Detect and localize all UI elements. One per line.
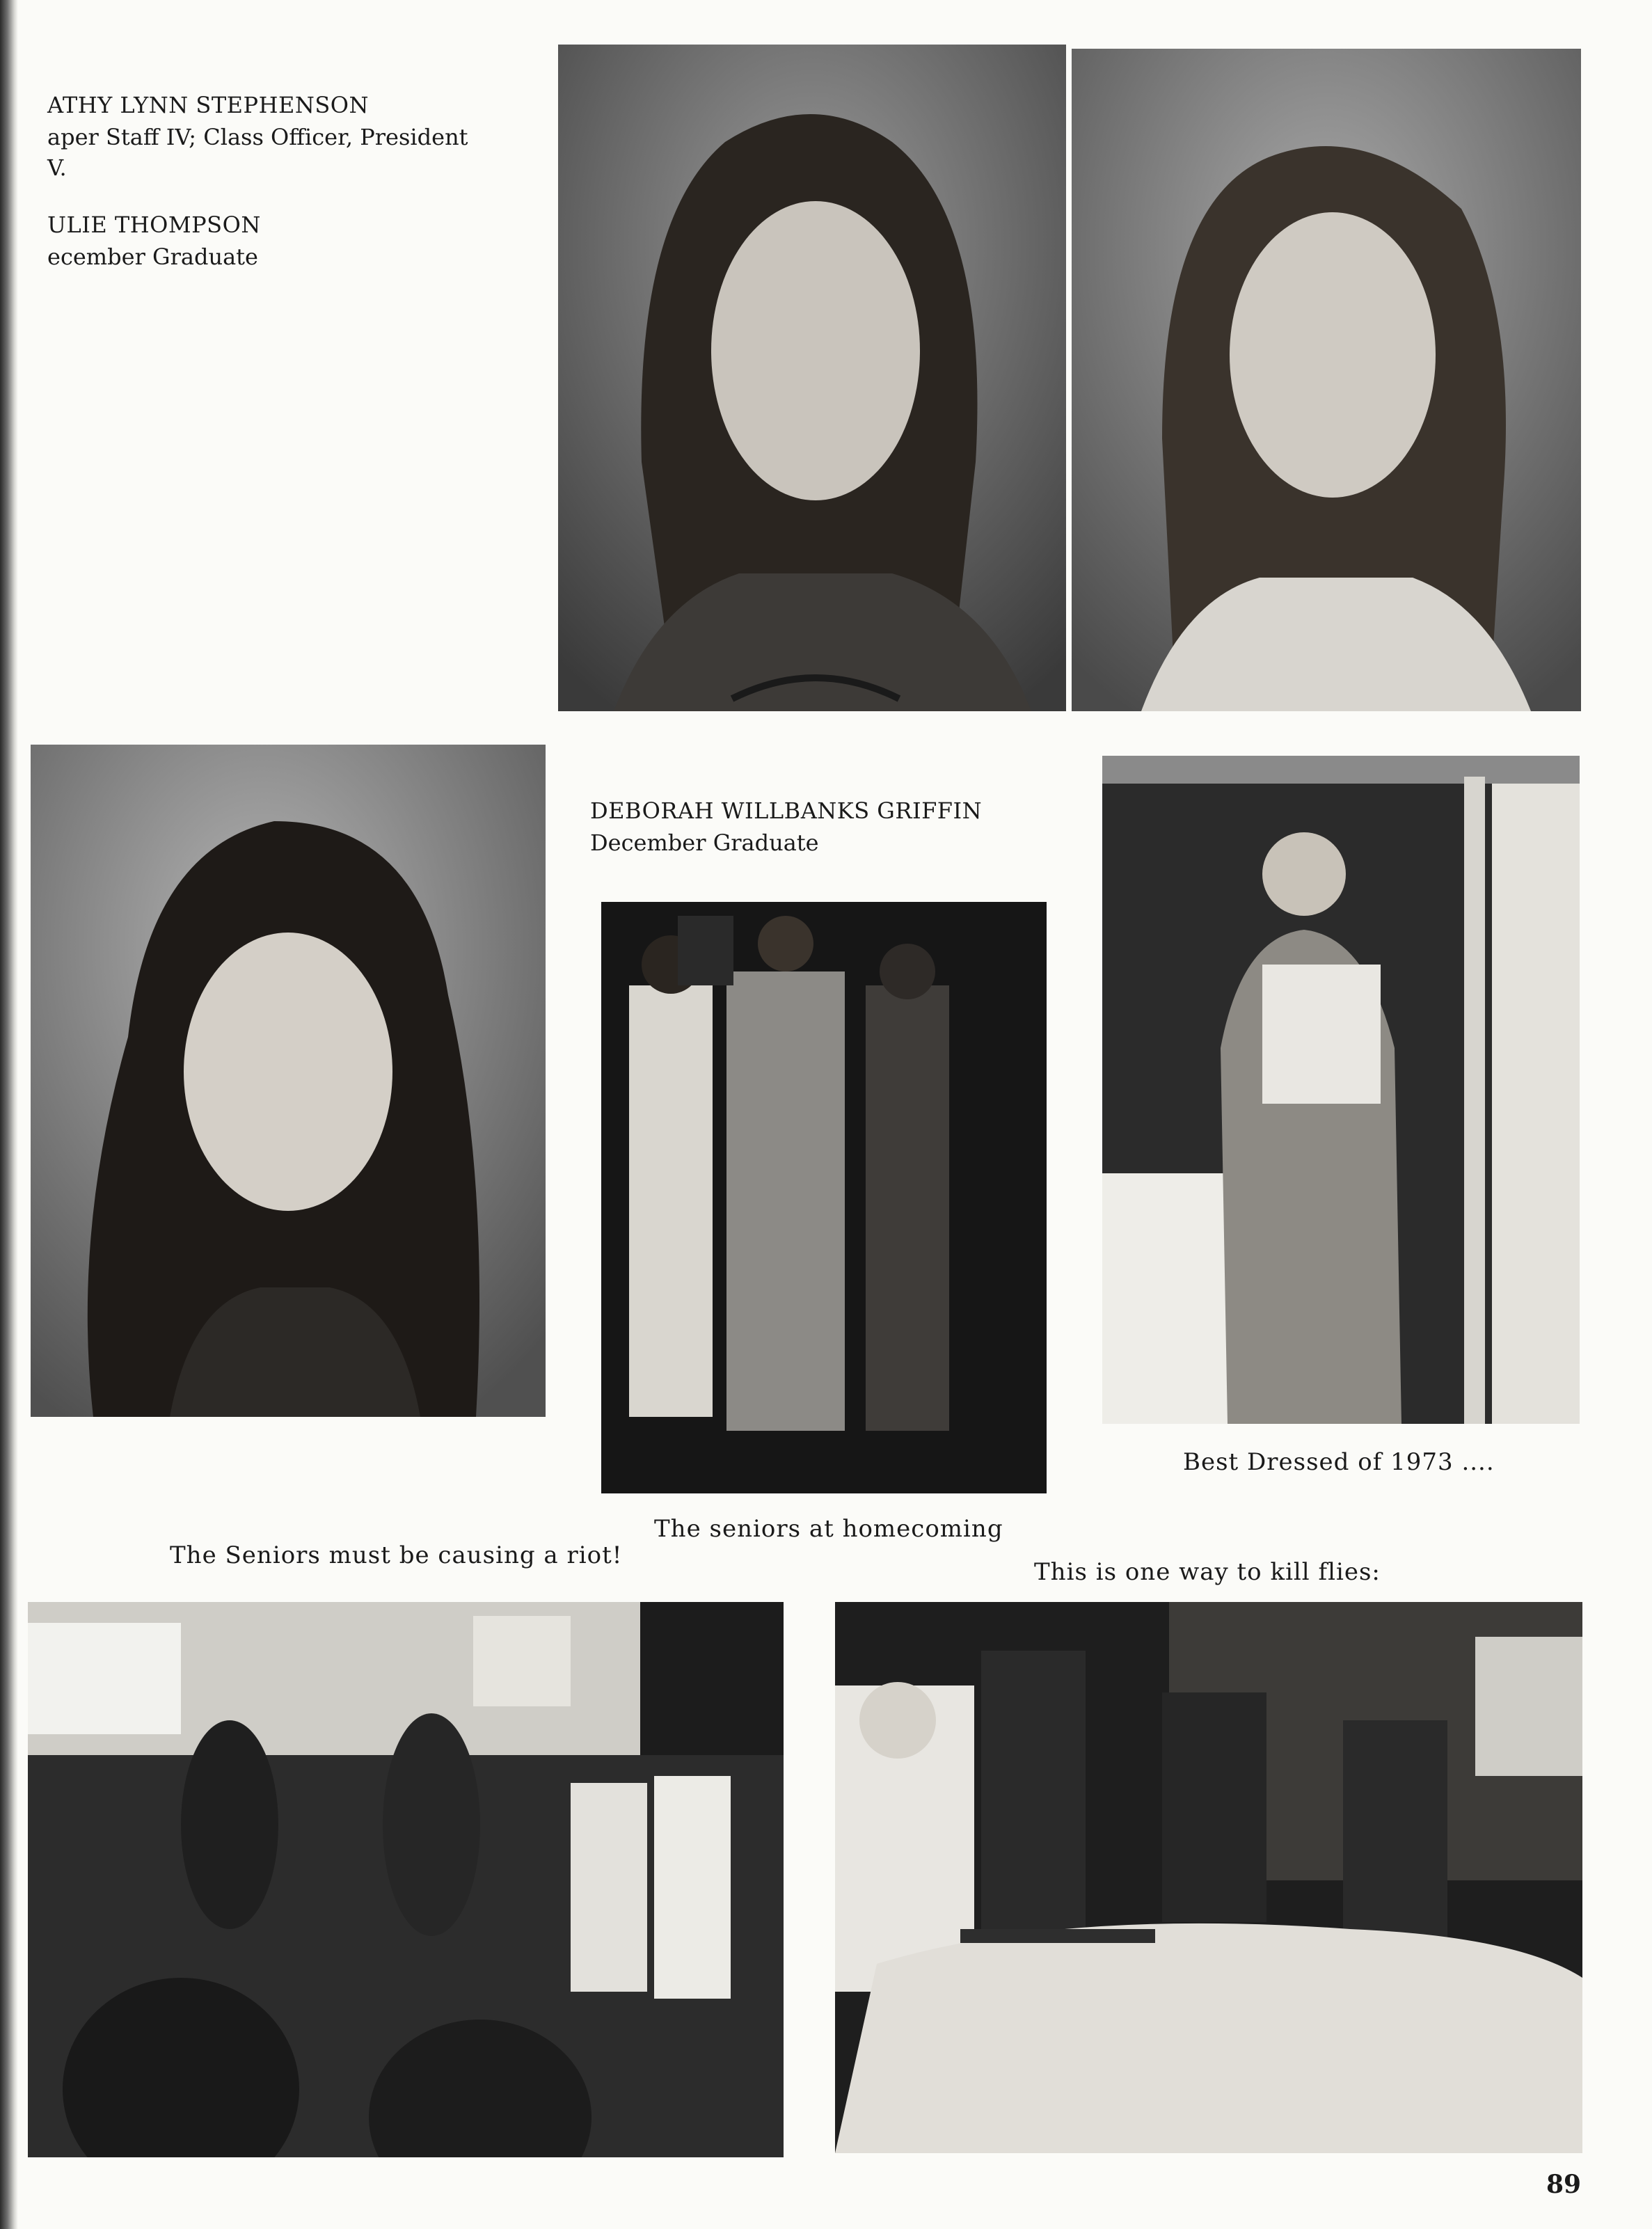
page-number: 89 <box>1546 2170 1582 2199</box>
entry-stephenson-activities-cont: V. <box>47 154 67 181</box>
page-gutter-shadow <box>0 0 18 2229</box>
caption-kill-flies: This is one way to kill flies: <box>1034 1558 1381 1586</box>
photo-seniors-homecoming <box>601 902 1047 1493</box>
photo-seniors-riot <box>28 1602 784 2157</box>
caption-homecoming: The seniors at homecoming <box>654 1515 1003 1543</box>
entry-griffin-detail: December Graduate <box>590 830 819 856</box>
portrait-photo-thompson <box>1072 49 1581 711</box>
portrait-photo-woman-middle-left <box>31 745 546 1417</box>
caption-best-dressed: Best Dressed of 1973 .... <box>1183 1448 1495 1476</box>
entry-griffin-name: DEBORAH WILLBANKS GRIFFIN <box>590 798 983 824</box>
entry-stephenson-name: ATHY LYNN STEPHENSON <box>47 92 369 118</box>
caption-riot: The Seniors must be causing a riot! <box>170 1541 623 1569</box>
entry-thompson-name: ULIE THOMPSON <box>47 212 261 238</box>
photo-kill-flies <box>835 1602 1582 2153</box>
portrait-photo-stephenson <box>558 45 1066 711</box>
entry-thompson-detail: ecember Graduate <box>47 244 258 270</box>
photo-best-dressed <box>1102 756 1580 1424</box>
entry-stephenson-activities: aper Staff IV; Class Officer, President <box>47 124 468 150</box>
